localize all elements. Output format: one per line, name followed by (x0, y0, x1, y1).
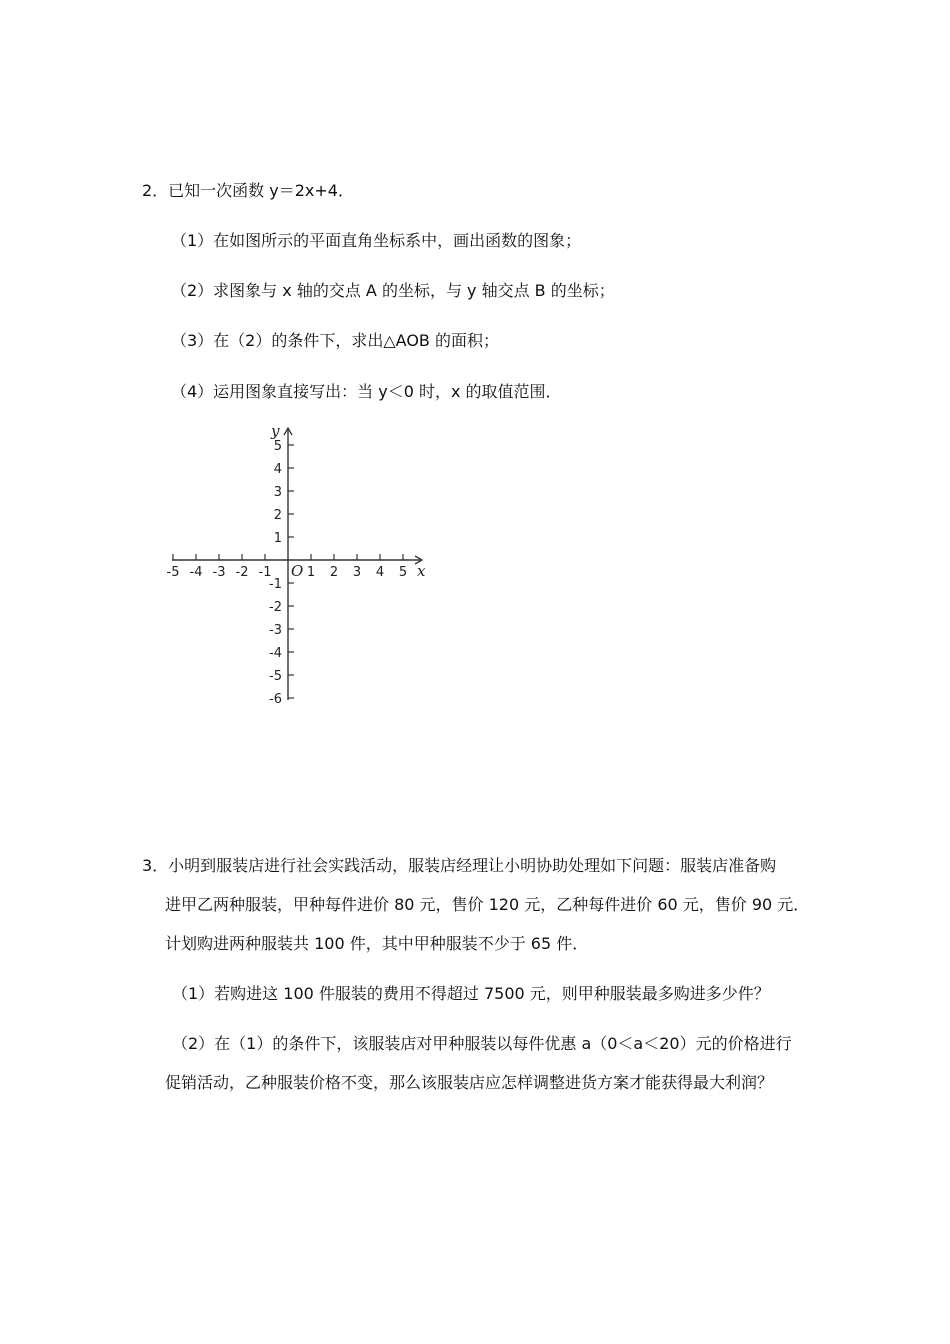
origin-label: O (291, 562, 304, 580)
q3-part-1: （1）若购进这 100 件服装的费用不得超过 7500 元，则甲种服装最多购进多少件？ (172, 984, 770, 1003)
y-tick-label: 3 (273, 485, 282, 500)
q3-part-2-line-1: （2）在（1）的条件下，该服装店对甲种服装以每件优惠 a（0＜a＜20）元的价格进行 (172, 1034, 792, 1053)
x-axis-label: x (417, 562, 426, 580)
y-tick-label: -4 (269, 646, 282, 661)
x-tick-label: -5 (166, 565, 180, 580)
q3-stem-line-2: 进甲乙两种服装，甲种每件进价 80 元，售价 120 元，乙种每件进价 60 元，售价 90 元． (165, 895, 810, 914)
x-tick-label: -3 (212, 565, 226, 580)
y-tick-label: 4 (273, 462, 282, 477)
q2-part-3: （3）在（2）的条件下，求出△AOB 的面积； (171, 331, 499, 350)
q3-stem-line-3: 计划购进两种服装共 100 件，其中甲种服装不少于 65 件． (165, 934, 589, 953)
q2-part-4: （4）运用图象直接写出：当 y＜0 时，x 的取值范围． (171, 382, 562, 401)
y-axis-label: y (271, 422, 280, 440)
x-tick-label: -4 (189, 565, 203, 580)
y-tick-label: -5 (269, 669, 282, 684)
y-tick-label: 2 (273, 508, 282, 523)
q2-title: 2．已知一次函数 y＝2x+4． (142, 181, 354, 200)
x-tick-label: 1 (306, 565, 316, 580)
y-tick-label: -2 (269, 600, 282, 615)
q2-part-2: （2）求图象与 x 轴的交点 A 的坐标，与 y 轴交点 B 的坐标； (171, 281, 615, 300)
q3-stem-line-1: 3．小明到服装店进行社会实践活动，服装店经理让小明协助处理如下问题：服装店准备购 (142, 856, 777, 875)
q2-part-1: （1）在如图所示的平面直角坐标系中，画出函数的图象； (171, 231, 582, 250)
y-tick-label: -1 (269, 577, 282, 592)
x-tick-label: -1 (258, 565, 272, 580)
y-tick-label: 5 (273, 439, 282, 454)
x-tick-label: -2 (235, 565, 249, 580)
x-tick-label: 2 (329, 565, 339, 580)
x-tick-label: 4 (375, 565, 385, 580)
y-tick-label: 1 (273, 531, 282, 546)
x-tick-label: 5 (398, 565, 408, 580)
y-tick-label: -3 (269, 623, 282, 638)
q3-part-2-line-2: 促销活动，乙种服装价格不变，那么该服装店应怎样调整进货方案才能获得最大利润？ (165, 1073, 774, 1092)
y-tick-label: -6 (269, 692, 282, 707)
x-tick-label: 3 (352, 565, 362, 580)
